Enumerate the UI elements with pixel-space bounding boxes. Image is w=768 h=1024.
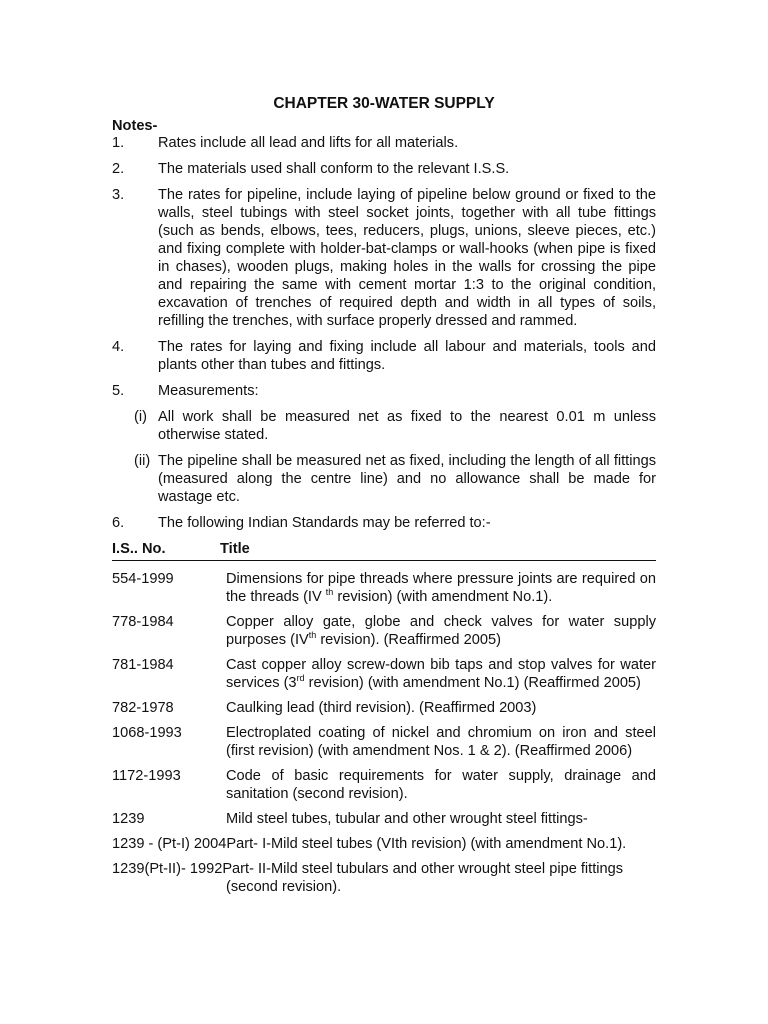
standards-table	[112, 570, 656, 896]
standard-title: Electroplated coating of nickel and chromium on iron and steel (first revision) (with amendment Nos. 1 & 2). (Reaffirmed 2006)	[226, 725, 656, 759]
note-number: 1.	[112, 135, 125, 151]
note-item	[112, 134, 656, 152]
standards-header	[112, 540, 656, 561]
header-title: Title	[220, 541, 250, 557]
standard-title: Mild steel tubes, tubular and other wrought steel fittings-	[226, 811, 588, 827]
table-row	[112, 570, 656, 606]
table-row	[112, 699, 656, 717]
measurement-number: (i)	[134, 409, 147, 425]
table-row	[112, 860, 656, 896]
measurement-item	[112, 408, 656, 444]
table-row	[112, 767, 656, 803]
note-number: 4.	[112, 339, 125, 355]
table-row	[112, 656, 656, 692]
chapter-title: CHAPTER 30-WATER SUPPLY	[273, 95, 495, 112]
note-number: 6.	[112, 515, 125, 531]
note-text: The materials used shall conform to the relevant I.S.S.	[158, 161, 510, 177]
note-item	[112, 186, 656, 330]
measurement-item	[112, 452, 656, 506]
note-item	[112, 338, 656, 374]
table-row	[112, 724, 656, 760]
standard-number: 1239 - (Pt-I) 2004	[112, 836, 227, 852]
standard-number: 1068-1993	[112, 725, 182, 741]
measurement-number: (ii)	[134, 453, 151, 469]
note-number: 3.	[112, 187, 125, 203]
standard-title: Copper alloy gate, globe and check valves for water supply purposes (IVth revision). (Reaffirmed 2005)	[226, 614, 656, 648]
note-number: 5.	[112, 383, 125, 399]
note-item	[112, 514, 656, 532]
standard-title: Part- I-Mild steel tubes (VIth revision) (with amendment No.1).	[226, 836, 627, 852]
standard-number: 1239	[112, 811, 145, 827]
note-text: The following Indian Standards may be referred to:-	[158, 515, 491, 531]
note-text: Measurements:	[158, 383, 259, 399]
note-text: The rates for pipeline, include laying of pipeline below ground or fixed to the walls, steel tubings with steel socket joints, together with all tube fittings (such as bends, elbows, tees, reducers, plugs, unions, sleeve pieces, etc.) and fixing complete with holder-bat-clamps or wall-hooks (when pipe is fixed in chases), wooden plugs, making holes in the walls for crossing the pipe and repairing the same with cement mortar 1:3 to the original condition, excavation of trenches of required depth and width in all types of soils, refilling the trenches, with surface properly dressed and rammed.	[158, 187, 656, 329]
standard-title: Cast copper alloy screw-down bib taps and stop valves for water services (3rd revision) (with amendment No.1) (Reaffirmed 2005)	[226, 657, 656, 691]
notes-label: Notes-	[112, 118, 158, 134]
measurement-text: All work shall be measured net as fixed to the nearest 0.01 m unless otherwise stated.	[158, 409, 656, 443]
standard-number: 554-1999	[112, 571, 174, 587]
note-text: The rates for laying and fixing include all labour and materials, tools and plants other than tubes and fittings.	[158, 339, 656, 373]
standard-number: 1239(Pt-II)- 1992	[112, 861, 223, 877]
note-number: 2.	[112, 161, 125, 177]
table-row	[112, 613, 656, 649]
note-item	[112, 160, 656, 178]
standard-number: 782-1978	[112, 700, 174, 716]
standard-title: Caulking lead (third revision). (Reaffirmed 2003)	[226, 700, 537, 716]
standard-title: Part- II-Mild steel tubulars and other wrought steel pipe fittings (second revision).	[222, 861, 624, 895]
header-is-no: I.S.. No.	[112, 541, 166, 557]
standard-number: 781-1984	[112, 657, 174, 673]
standard-number: 1172-1993	[112, 768, 181, 784]
table-row	[112, 810, 656, 828]
table-row	[112, 835, 656, 853]
measurement-text: The pipeline shall be measured net as fixed, including the length of all fittings (measured along the centre line) and no allowance shall be made for wastage etc.	[158, 453, 656, 505]
document-page	[112, 94, 656, 903]
standard-title: Code of basic requirements for water supply, drainage and sanitation (second revision).	[226, 768, 656, 802]
standard-title: Dimensions for pipe threads where pressure joints are required on the threads (IV $^{th}$ revision) (with amendment No.1).	[226, 571, 656, 605]
note-text: Rates include all lead and lifts for all materials.	[158, 135, 459, 151]
standard-number: 778-1984	[112, 614, 174, 630]
note-item	[112, 382, 656, 400]
